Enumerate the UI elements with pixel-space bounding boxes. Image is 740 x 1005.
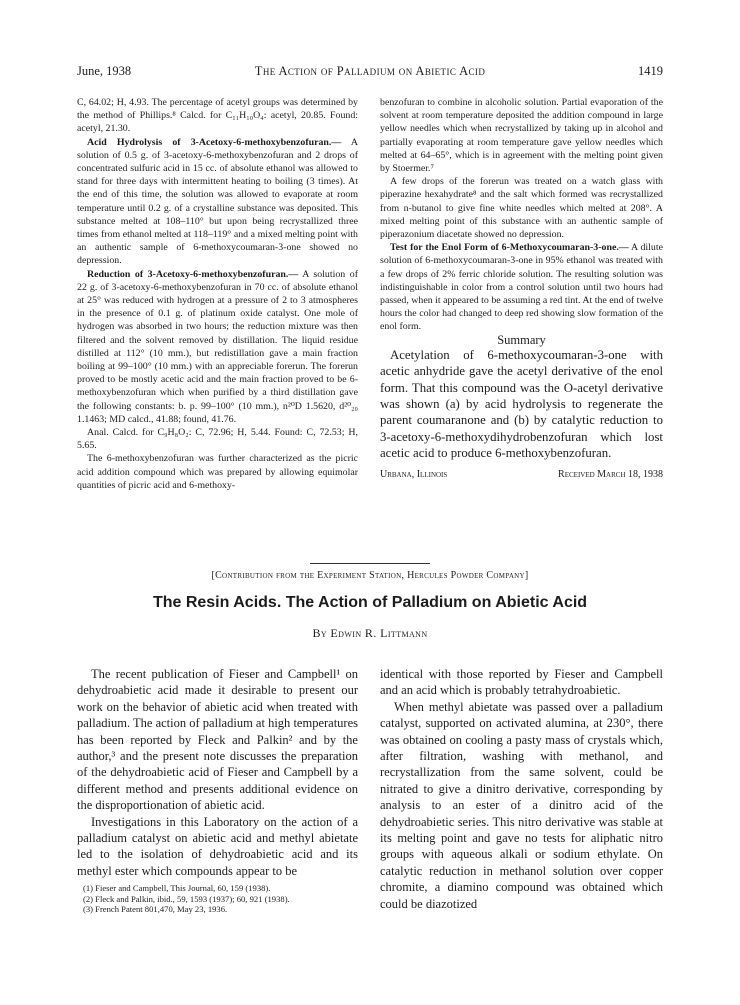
paragraph — [380, 241, 663, 333]
upper-left-column — [77, 96, 358, 492]
paragraph-text: A solution of 0.5 g. of 3-acetoxy-6-methoxybenzofuran and 2 drops of concentrated sulfuric acid in 15 cc. of absolute ethanol was allowed to stand for three days with intermittent heating to boiling (3 times). At the end of this time, the solution was allowed to evaporate at room temperature until 0.2 g. of a crystalline substance was deposited. This substance melted at 108–110° but upon being recrystallized three times from ethanol melted at 118–119° and a mixed melting point with an authentic sample of 6-methoxycoumaran-3-one showed no depression. — [77, 136, 358, 267]
summary-heading: Summary — [497, 332, 546, 347]
received-date: Received March 18, 1938 — [558, 468, 663, 480]
footnote: (3) French Patent 801,470, May 23, 1936. — [83, 904, 228, 915]
paragraph: When methyl abietate was passed over a palladium catalyst, supported on activated alumina, at 230°, there was obtained on cooling a pasty mass of crystals which, after filtration, washing with methanol, and recrystallization from the same solvent, could be nitrated to give a dinitro derivative, corresponding by analysis to an ester of a dinitro acid of the dehydroabietic series. This nitro derivative was stable at its melting point and gave no tests for aliphatic nitro groups with aqueous alkali or sodium ethylate. On catalytic reduction in methanol solution over copper chromite, a diamino compound was obtained which could be diazotized — [380, 699, 663, 911]
paragraph: The 6-methoxybenzofuran was further characterized as the picric acid addition compound which was prepared by allowing equimolar quantities of picric acid and 6-methoxy- — [77, 453, 358, 491]
paragraph-text: A dilute solution of 6-methoxycoumaran-3-one in 95% ethanol was treated with a few drops of 2% ferric chloride solution. The resulting solution was indistinguishable in color from a control solution until two hours had passed, when it appeared to be assuming a red tint. At the end of twelve hours the color had changed to deep red showing slow formation of the enol form. — [380, 242, 664, 333]
paragraph — [77, 136, 358, 268]
signature-line — [380, 468, 663, 482]
paragraph: The recent publication of Fieser and Campbell¹ on dehydroabietic acid made it desirable to present our work on the behavior of abietic acid when treated with palladium. The action of palladium at high temperatures has been reported by Fleck and Palkin² and by the author,³ and the present note discusses the preparation of the dehydroabietic acid of Fieser and Campbell by a different method and presents additional evidence on the disproportionation of abietic acid. — [77, 667, 358, 813]
paragraph: identical with those reported by Fieser and Campbell and an acid which is probably tetrahydroabietic. — [380, 667, 663, 698]
paragraph: Investigations in this Laboratory on the action of a palladium catalyst on abietic acid and methyl abietate led to the isolation of dehydroabietic acid and its methyl ester which compounds appear to be — [77, 814, 358, 878]
page-number: 1419 — [638, 64, 663, 78]
footnote: (2) Fleck and Palkin, ibid., 59, 1593 (1937); 60, 921 (1938). — [83, 893, 290, 904]
upper-right-column — [380, 96, 663, 482]
footnote: (1) Fieser and Campbell, This Journal, 60, 159 (1938). — [83, 883, 271, 894]
running-head-date: June, 1938 — [77, 64, 132, 78]
paragraph-text: A solution of 22 g. of 3-acetoxy-6-methoxybenzofuran in 70 cc. of absolute ethanol at 25° was reduced with hydrogen at a pressure of 2 to 3 atmospheres in the presence of 0.1 g. of platinum oxide catalyst. One mole of hydrogen was absorbed in two hours; the reduction mixture was then filtered and the solvent removed by distillation. The liquid residue distilled at 112° (10 mm.), but redistillation gave a main fraction boiling at 99–100° (10 mm.) with an appreciable forerun. The forerun proved to be mostly acetic acid and the main fraction proved to be 6-methoxybenzofuran which when purified by a third distillation gave the following constants: b. p. 99–100° (10 mm.), n²⁰D 1.5620, d²⁰₂₀ 1.1463; MD calcd., 41.88; found, 41.76. — [77, 268, 358, 425]
paragraph: C, 64.02; H, 4.93. The percentage of acetyl groups was determined by the method of Phillips.⁸ Calcd. for C₁₁H₁₀O₄: acetyl, 20.85. Found: acetyl, 21.30. — [77, 97, 358, 135]
paragraph: Anal. Calcd. for C₉H₈O₂: C, 72.96; H, 5.44. Found: C, 72.53; H, 5.65. — [77, 427, 358, 452]
section-heading: Acid Hydrolysis of 3-Acetoxy-6-methoxybenzofuran.— — [87, 136, 342, 148]
summary-text: Acetylation of 6-methoxycoumaran-3-one with acetic anhydride gave the acetyl derivative of the enol form. That this compound was the O-acetyl derivative was shown (a) by acid hydrolysis to regenerate the parent coumaranone and (b) by catalytic reduction to 3-acetoxy-6-methoxydihydrobenzofuran which lost acetic acid to produce 6-methoxybenzofuran. — [380, 347, 663, 461]
lower-right-column — [380, 666, 663, 912]
contribution-line: [Contribution from the Experiment Station, Hercules Powder Company] — [211, 570, 529, 581]
running-head — [77, 64, 663, 82]
running-head-title: The Action of Palladium on Abietic Acid — [254, 64, 486, 78]
footnotes — [77, 883, 358, 915]
paragraph: benzofuran to combine in alcoholic solution. Partial evaporation of the solvent at room temperature deposited the addition compound in large yellow needles which when recrystallized by taking up in alcohol and partially evaporating at room temperature gave yellow needles which melted at 64–65°, which is in agreement with the melting point given by Stoermer.⁷ — [380, 97, 663, 175]
lower-left-column — [77, 666, 358, 915]
paragraph: A few drops of the forerun was treated on a watch glass with piperazine hexahydrate⁸ and the salt which formed was recrystallized from n-butanol to give fine white needles which melted at 208°. A mixed melting point of this substance with an authentic sample of piperazonium diacetate showed no depression. — [380, 176, 663, 241]
section-heading: Reduction of 3-Acetoxy-6-methoxybenzofuran.— — [87, 268, 299, 280]
paragraph — [77, 268, 358, 426]
byline: By Edwin R. Littmann — [312, 626, 428, 640]
divider — [310, 563, 430, 564]
author-location: Urbana, Illinois — [380, 468, 448, 480]
article-title: The Resin Acids. The Action of Palladium on Abietic Acid — [152, 594, 588, 611]
section-heading: Test for the Enol Form of 6-Methoxycoumaran-3-one.— — [390, 242, 629, 254]
